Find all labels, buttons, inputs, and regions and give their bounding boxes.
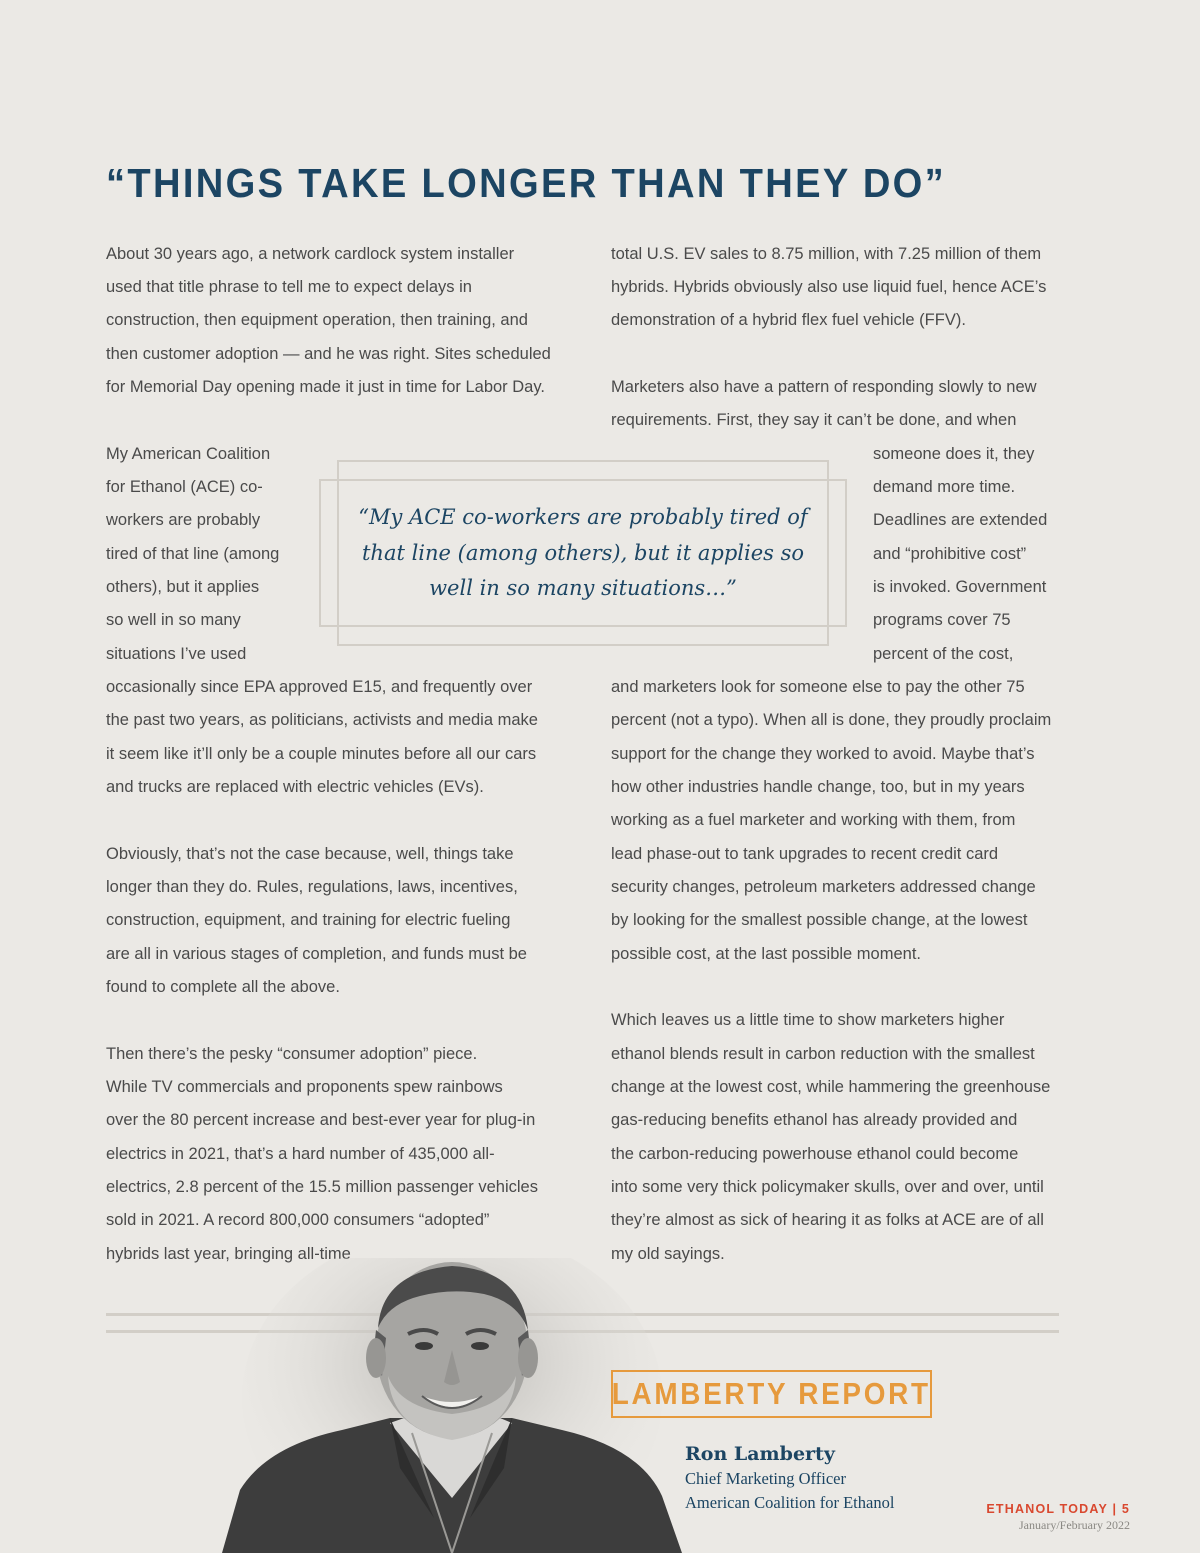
body-text-line: then customer adoption — and he was right. Sites scheduled: [106, 345, 551, 363]
body-text-line: Obviously, that’s not the case because, well, things take: [106, 845, 514, 863]
body-text-line: is invoked. Government: [873, 578, 1047, 596]
body-text-line: working as a fuel marketer and working with them, from: [611, 811, 1016, 829]
body-text-line: the past two years, as politicians, activists and media make: [106, 711, 538, 729]
body-text-line: occasionally since EPA approved E15, and frequently over: [106, 678, 533, 696]
body-text-line: my old sayings.: [611, 1245, 725, 1263]
body-text-line: percent (not a typo). When all is done, they proudly proclaim: [611, 711, 1052, 729]
body-text-line: gas-reducing benefits ethanol has already provided and: [611, 1111, 1018, 1129]
body-text-line: hybrids. Hybrids obviously also use liquid fuel, hence ACE’s: [611, 278, 1047, 296]
body-text-line: workers are probably: [106, 511, 261, 529]
article-headline: “THINGS TAKE LONGER THAN THEY DO”: [106, 160, 947, 206]
body-text-line: ethanol blends result in carbon reduction with the smallest: [611, 1045, 1035, 1063]
body-text-line: While TV commercials and proponents spew rainbows: [106, 1078, 503, 1096]
body-text-line: support for the change they worked to avoid. Maybe that’s: [611, 745, 1035, 763]
author-organization: American Coalition for Ethanol: [685, 1493, 895, 1512]
body-text-line: found to complete all the above.: [106, 978, 340, 996]
body-text-line: My American Coalition: [106, 445, 271, 463]
body-text-line: someone does it, they: [873, 445, 1035, 463]
body-text-line: electrics, 2.8 percent of the 15.5 million passenger vehicles: [106, 1178, 538, 1196]
body-text-line: Marketers also have a pattern of responding slowly to new: [611, 378, 1037, 396]
body-text-line: used that title phrase to tell me to expect delays in: [106, 278, 472, 296]
body-text-line: demand more time.: [873, 478, 1016, 496]
body-text-line: for Memorial Day opening made it just in time for Labor Day.: [106, 378, 545, 396]
body-text-line: construction, equipment, and training for electric fueling: [106, 911, 511, 929]
body-text-line: hybrids last year, bringing all-time: [106, 1245, 351, 1263]
body-text-line: sold in 2021. A record 800,000 consumers “adopted”: [106, 1211, 490, 1229]
body-text-line: it seem like it’ll only be a couple minutes before all our cars: [106, 745, 537, 763]
footer-publication: ETHANOL TODAY | 5: [986, 1502, 1130, 1516]
body-text-line: change at the lowest cost, while hammering the greenhouse: [611, 1078, 1051, 1096]
author-name: Ron Lamberty: [685, 1443, 835, 1465]
body-text-line: total U.S. EV sales to 8.75 million, with 7.25 million of them: [611, 245, 1042, 263]
body-text-line: Then there’s the pesky “consumer adoption” piece.: [106, 1045, 478, 1063]
body-text-line: are all in various stages of completion, and funds must be: [106, 945, 527, 963]
author-role: Chief Marketing Officer: [685, 1469, 846, 1488]
body-text-line: percent of the cost,: [873, 645, 1014, 663]
body-text-line: for Ethanol (ACE) co-: [106, 478, 263, 496]
column-badge: [611, 1370, 932, 1418]
body-text-line: by looking for the smallest possible change, at the lowest: [611, 911, 1028, 929]
body-text-line: situations I’ve used: [106, 645, 247, 663]
body-text-line: so well in so many: [106, 611, 241, 629]
column-badge-label: LAMBERTY REPORT: [612, 1376, 932, 1411]
body-text-line: into some very thick policymaker skulls, over and over, until: [611, 1178, 1044, 1196]
body-text-line: and marketers look for someone else to pay the other 75: [611, 678, 1025, 696]
body-text-line: and trucks are replaced with electric vehicles (EVs).: [106, 778, 484, 796]
body-text-line: programs cover 75: [873, 611, 1011, 629]
body-text-line: Which leaves us a little time to show marketers higher: [611, 1011, 1005, 1029]
body-text-line: requirements. First, they say it can’t be done, and when: [611, 411, 1017, 429]
body-text-line: demonstration of a hybrid flex fuel vehicle (FFV).: [611, 311, 966, 329]
body-text-line: over the 80 percent increase and best-ever year for plug-in: [106, 1111, 536, 1129]
body-text-line: how other industries handle change, too, but in my years: [611, 778, 1025, 796]
body-text-line: others), but it applies: [106, 578, 260, 596]
pull-quote: “My ACE co-workers are probably tired of that line (among others), but it applies so well in so many situations…”: [358, 505, 808, 600]
body-text-line: Deadlines are extended: [873, 511, 1048, 529]
body-text-line: and “prohibitive cost”: [873, 545, 1027, 563]
body-text-line: construction, then equipment operation, then training, and: [106, 311, 528, 329]
body-text-line: About 30 years ago, a network cardlock system installer: [106, 245, 515, 263]
body-text-line: lead phase-out to tank upgrades to recent credit card: [611, 845, 999, 863]
body-text-line: tired of that line (among: [106, 545, 280, 563]
body-text-line: electrics in 2021, that’s a hard number of 435,000 all-: [106, 1145, 495, 1163]
body-text-line: longer than they do. Rules, regulations, laws, incentives,: [106, 878, 518, 896]
body-text-line: security changes, petroleum marketers addressed change: [611, 878, 1036, 896]
body-text-line: they’re almost as sick of hearing it as folks at ACE are of all: [611, 1211, 1044, 1229]
footer-issue-date: January/February 2022: [1019, 1518, 1130, 1532]
body-text-line: the carbon-reducing powerhouse ethanol could become: [611, 1145, 1019, 1163]
body-text-line: possible cost, at the last possible moment.: [611, 945, 921, 963]
